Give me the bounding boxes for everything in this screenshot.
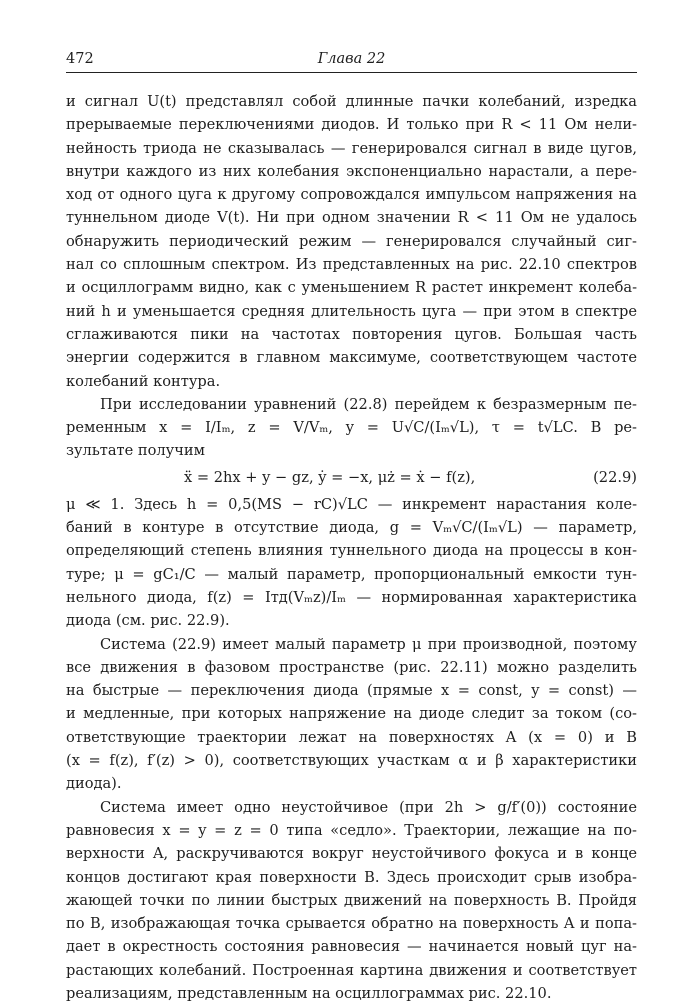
text-line: При исследовании уравнений (22.8) перейдем к безразмерным пе-: [100, 395, 637, 413]
page-header: [66, 50, 637, 73]
text-line: туре; μ = gC₁/C — малый параметр, пропорциональный емкости тун-: [66, 565, 637, 583]
text-line: нейность триода не сказывалась — генерировался сигнал в виде цугов,: [66, 139, 637, 157]
page-number: 472: [66, 51, 94, 67]
text-line: и медленные, при которых напряжение на диоде следит за током (со-: [66, 705, 637, 723]
chapter-title: Глава 22: [317, 51, 386, 67]
text-line: колебаний контура.: [66, 372, 221, 390]
equation-number: (22.9): [593, 468, 637, 486]
text-line: равновесия x = y = z = 0 типа «седло». Траектории, лежащие на по-: [66, 821, 637, 839]
text-line: верхности A, раскручиваются вокруг неустойчивого фокуса и в конце: [66, 845, 637, 863]
text-line: и осциллограмм видно, как с уменьшением R растет инкремент колеба-: [66, 279, 637, 297]
text-line: все движения в фазовом пространстве (рис. 22.11) можно разделить: [66, 658, 637, 676]
text-line: по B, изображающая точка срывается обратно на поверхность A и попа-: [66, 915, 637, 933]
text-line: внутри каждого из них колебания экспоненциально нарастали, а пере-: [66, 162, 637, 180]
equation-body: ẍ = 2hx + y − gz, ẏ = −x, μż = ẋ − f(z),: [184, 468, 476, 486]
text-line: сглаживаются пики на частотах повторения цугов. Большая часть: [66, 325, 637, 343]
equation-22-9: [66, 463, 637, 493]
text-line: обнаружить периодический режим — генерировался случайный сиг-: [66, 232, 637, 250]
text-line: энергии содержится в главном максимуме, соответствующем частоте: [66, 349, 637, 367]
text-line: нельного диода, f(z) = Iтд(Vₘz)/Iₘ — нормированная характеристика: [66, 588, 637, 606]
text-line: (x = f(z), f′(z) > 0), соответствующих участкам α и β характеристики: [66, 752, 637, 770]
text-line: μ ≪ 1. Здесь h = 0,5(MS − rC)√LC — инкремент нарастания коле-: [66, 495, 637, 513]
text-line: жающей точки по линии быстрых движений на поверхность B. Пройдя: [66, 891, 637, 909]
text-line: прерываемые переключениями диодов. И только при R < 11 Ом нели-: [66, 116, 637, 134]
text-line: дает в окрестность состояния равновесия — начинается новый цуг на-: [66, 938, 637, 956]
text-line: ний h и уменьшается средняя длительность цуга — при этом в спектре: [66, 302, 637, 320]
text-line: диода).: [66, 775, 122, 793]
text-line: диода (см. рис. 22.9).: [66, 612, 230, 630]
text-line: на быстрые — переключения диода (прямые x = const, y = const) —: [66, 682, 637, 700]
text-line: зультате получим: [66, 442, 205, 460]
text-line: определяющий степень влияния туннельного диода на процессы в кон-: [66, 542, 637, 560]
text-line: ременным x = I/Iₘ, z = V/Vₘ, y = U√C/(Iₘ√L), τ = t√LC. В ре-: [66, 419, 637, 437]
text-line: ответствующие траектории лежат на поверхностях A (x = 0) и B: [66, 728, 637, 746]
text-line: Система имеет одно неустойчивое (при 2h > g/f′(0)) состояние: [100, 798, 637, 816]
text-line: баний в контуре в отсутствие диода, g = Vₘ√C/(Iₘ√L) — параметр,: [66, 519, 637, 537]
text-line: нал со сплошным спектром. Из представленных на рис. 22.10 спектров: [66, 256, 637, 274]
text-line: концов достигают края поверхности B. Здесь происходит срыв изобра-: [66, 868, 637, 886]
text-line: растающих колебаний. Построенная картина движения и соответствует: [66, 961, 637, 979]
body-text: [66, 90, 637, 1005]
text-line: и сигнал U(t) представлял собой длинные пачки колебаний, изредка: [66, 93, 637, 110]
text-line: ход от одного цуга к другому сопровождался импульсом напряжения на: [66, 186, 637, 204]
text-line: туннельном диоде V(t). Ни при одном значении R < 11 Ом не удалось: [66, 209, 637, 227]
text-line: реализациям, представленным на осциллограммах рис. 22.10.: [66, 984, 552, 1002]
text-line: Система (22.9) имеет малый параметр μ при производной, поэтому: [100, 635, 637, 653]
